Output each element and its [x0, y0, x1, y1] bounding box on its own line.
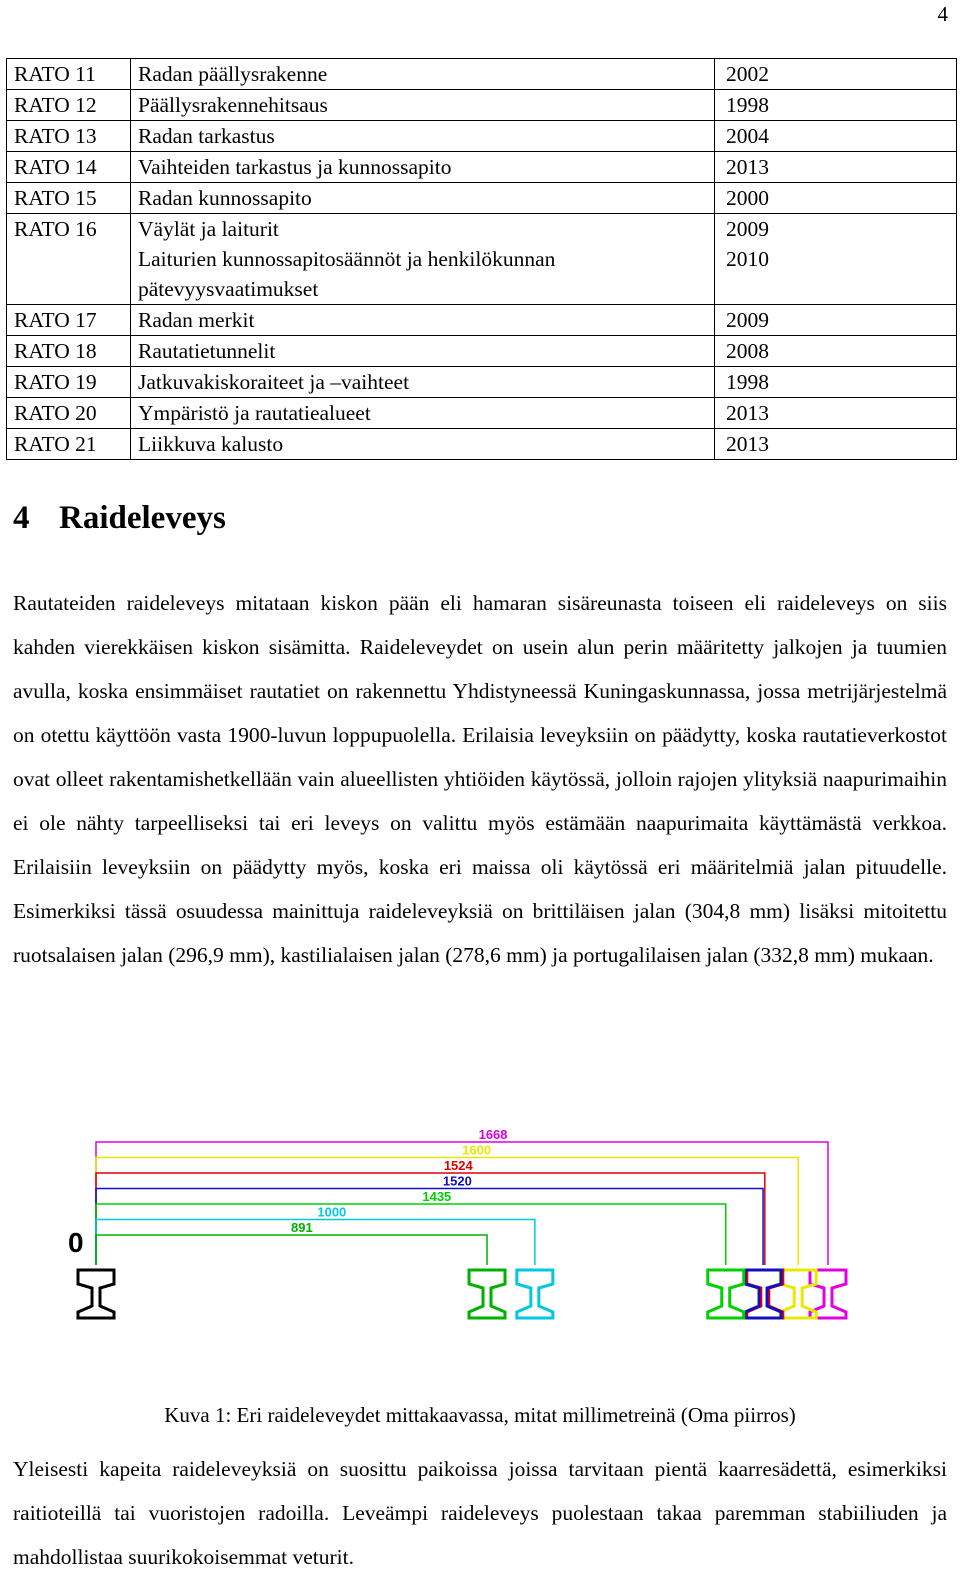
table-row [7, 214, 957, 305]
rato-code: RATO 15 [7, 183, 131, 214]
section-title: Raideleveys [59, 500, 226, 536]
rail-base [78, 1270, 114, 1318]
rato-title-cell [131, 398, 715, 429]
rato-year-cell [715, 152, 957, 183]
rato-code: RATO 16 [7, 214, 131, 305]
gauge-comparison-figure [44, 1120, 934, 1335]
rato-title-cell [131, 121, 715, 152]
table-row [7, 336, 957, 367]
rato-year-cell [715, 183, 957, 214]
rato-title: Väylät ja laiturit [138, 217, 279, 241]
section-number: 4 [13, 500, 30, 536]
gauge-label-1000: 1000 [317, 1204, 347, 1220]
rato-title-cell [131, 152, 715, 183]
rail-1520 [745, 1270, 781, 1318]
rato-title-cell [131, 367, 715, 398]
rato-year-cell [715, 398, 957, 429]
rato-code: RATO 13 [7, 121, 131, 152]
rail-1435 [708, 1270, 744, 1318]
rato-title-cell [131, 336, 715, 367]
rato-code: RATO 18 [7, 336, 131, 367]
rato-year-cell [715, 305, 957, 336]
rato-title: Vaihteiden tarkastus ja kunnossapito [138, 155, 452, 179]
rato-title: Jatkuvakiskoraiteet ja –vaihteet [138, 370, 410, 394]
rato-title-cell [131, 59, 715, 90]
gauge-line-1000 [96, 1220, 535, 1266]
paragraph-gauge-definition: Rautateiden raideleveys mitataan kiskon pään eli hamaran sisäreunasta toiseen eli raideleveys on siis kahden vierekkäisen kiskon sisämitta. Raideleveydet on usein alun perin määritetty jalkojen ja tuumien avulla, koska ensimmäiset rautatiet on rakennettu Yhdistyneessä Kuningaskunnassa, jossa metrijärjestelmä on otettu käyttöön vasta 1900-luvun loppupuolella. Erilaisia leveyksiin on päädytty, koska rautatieverkostot ovat olleet rakentamishetkellään vain alueellisten yhtiöiden käytössä, jolloin rajojen ylityksiä naapurimaihin ei ole nähty tarpeelliseksi tai eri leveys on valittu myös estämään naapurimaita käyttämästä verkkoa. Erilaisiin leveyksiin on päädytty myös, koska eri maissa oli käytössä eri määritelmiä jalan pituudelle. Esimerkiksi tässä osuudessa mainittuja raideleveyksiä on brittiläisen jalan (304,8 mm) lisäksi mitoitettu ruotsalaisen jalan (296,9 mm), kastilialaisen jalan (278,6 mm) ja portugalilaisen jalan (332,8 mm) mukaan. [13, 591, 947, 967]
page-number: 4 [937, 2, 948, 26]
rato-title: Radan päällysrakenne [138, 62, 328, 86]
rato-year: 2009 [726, 217, 769, 241]
rato-title: Radan kunnossapito [138, 186, 312, 210]
table-row [7, 59, 957, 90]
gauge-line-891 [96, 1235, 487, 1265]
rato-year: 2013 [726, 155, 769, 179]
rato-code: RATO 20 [7, 398, 131, 429]
rato-title-cell [131, 214, 715, 305]
rato-year-cell [715, 90, 957, 121]
rato-year: 2000 [726, 186, 769, 210]
figure-caption: Kuva 1: Eri raideleveydet mittakaavassa, mitat millimetreinä (Oma piirros) [164, 1403, 796, 1427]
table-row [7, 429, 957, 460]
rato-code: RATO 21 [7, 429, 131, 460]
table-row [7, 183, 957, 214]
gauge-label-1600: 1600 [462, 1142, 492, 1158]
rato-title-cell [131, 305, 715, 336]
table-row [7, 305, 957, 336]
rato-year: 2010 [726, 247, 769, 271]
rato-year-cell [715, 429, 957, 460]
gauge-label-1524: 1524 [443, 1158, 473, 1173]
rato-title-cell [131, 429, 715, 460]
table-row [7, 398, 957, 429]
rail-1000 [517, 1270, 553, 1318]
rato-year-cell [715, 121, 957, 152]
rato-title: Rautatietunnelit [138, 339, 276, 363]
rato-code: RATO 17 [7, 305, 131, 336]
rato-title-cell [131, 183, 715, 214]
paragraph-narrow-gauge: Yleisesti kapeita raideleveyksiä on suosittu paikoissa joissa tarvitaan pientä kaarresädettä, esimerkiksi raitioteillä tai vuoristojen radoilla. Leveämpi raideleveys puolestaan takaa paremman stabiiliuden ja mahdollistaa suurikokoisemmat veturit. [13, 1457, 947, 1569]
rato-year-cell [715, 214, 957, 305]
rato-title: Laiturien kunnossapitosäännöt ja henkilökunnan [138, 247, 556, 271]
rato-title: Päällysrakennehitsaus [138, 93, 328, 117]
rato-year: 2013 [726, 401, 769, 425]
rato-title: Radan tarkastus [138, 124, 275, 148]
rato-year: 2013 [726, 432, 769, 456]
rato-code: RATO 12 [7, 90, 131, 121]
rato-year-cell [715, 59, 957, 90]
section-heading [13, 500, 226, 537]
gauge-label-1520: 1520 [442, 1173, 472, 1189]
gauge-label-891: 891 [291, 1220, 313, 1235]
rail-891 [469, 1270, 505, 1318]
rato-title: Radan merkit [138, 308, 255, 332]
rato-title: Ympäristö ja rautatiealueet [138, 401, 371, 425]
rato-year-cell [715, 336, 957, 367]
table-row [7, 152, 957, 183]
rato-year: 2004 [726, 124, 769, 148]
rato-year: 1998 [726, 93, 769, 117]
table-row [7, 367, 957, 398]
rato-title: Liikkuva kalusto [138, 432, 284, 456]
rato-code: RATO 11 [7, 59, 131, 90]
rato-year: 1998 [726, 370, 769, 394]
rato-title-cell [131, 90, 715, 121]
table-row [7, 121, 957, 152]
rato-standards-table [6, 58, 957, 460]
rato-code: RATO 14 [7, 152, 131, 183]
rato-year: 2002 [726, 62, 769, 86]
rato-year: 2008 [726, 339, 769, 363]
zero-label: 0 [68, 1227, 84, 1258]
rato-title: pätevyysvaatimukset [138, 277, 319, 301]
rato-year-cell [715, 367, 957, 398]
table-row [7, 90, 957, 121]
rato-code: RATO 19 [7, 367, 131, 398]
rato-year: 2009 [726, 308, 769, 332]
gauge-label-1668: 1668 [478, 1127, 508, 1142]
gauge-label-1435: 1435 [422, 1189, 452, 1204]
